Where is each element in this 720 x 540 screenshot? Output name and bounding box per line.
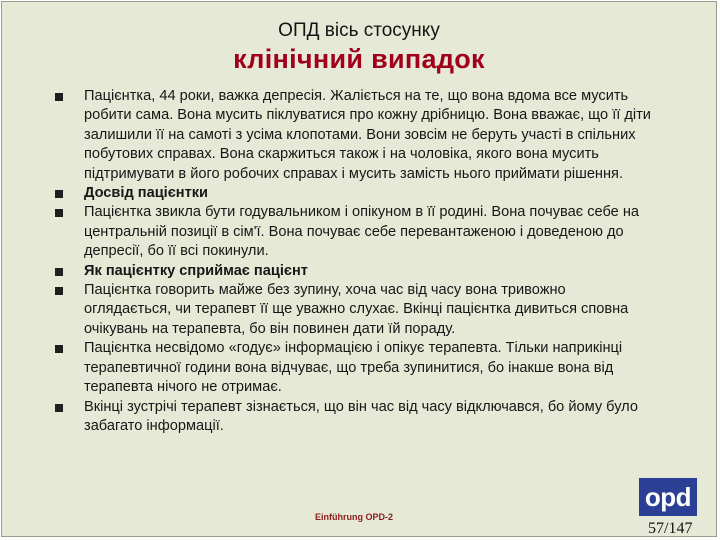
square-bullet-icon bbox=[55, 404, 63, 412]
bullet-text: Пацієнтка говорить майже без зупину, хоча час від часу вона тривожно оглядається, чи терапевт її ще уважно слухає. Вкінці пацієнтка дивиться сповна очікувань на терапевта, бо він повинен дати їй пораду. bbox=[84, 282, 629, 337]
bullet-text: Вкінці зустрічі терапевт зізнається, що він час від часу відключався, бо йому було забагато інформації. bbox=[84, 398, 638, 434]
footer-label: Einführung OPD-2 bbox=[315, 512, 393, 522]
square-bullet-icon bbox=[55, 209, 63, 217]
bullet-item bbox=[54, 281, 654, 339]
square-bullet-icon bbox=[55, 345, 63, 353]
square-bullet-icon bbox=[55, 93, 63, 101]
bullet-list bbox=[54, 87, 654, 436]
bullet-text: Як пацієнтку сприймає пацієнт bbox=[84, 262, 308, 279]
bullet-text: Пацієнтка несвідомо «годує» інформацією і опікує терапевта. Тільки наприкінці терапевтичної години вона відчуває, що треба зупинитися, бо інакше вона від терапевта нічого не отримає. bbox=[84, 340, 623, 396]
opd-logo: opd bbox=[639, 478, 697, 516]
bullet-item-heading bbox=[54, 262, 654, 281]
bullet-text: Пацієнтка, 44 роки, важка депресія. Жаліється на те, що вона вдома все мусить робити сама. Вона мусить піклуватися про кожну дрібницю. Вона вважає, що її діти залишили її на самоті з усіма клопотами. Вони зовсім не беруть участі в спільних побутових справах. Вона скаржиться також і на чоловіка, якого вона мусить підтримувати в його робочих справах і мусить замість нього приймати рішення. bbox=[84, 88, 651, 182]
bullet-item bbox=[54, 203, 654, 261]
bullet-text: Пацієнтка звикла бути годувальником і опікуном в її родині. Вона почуває себе на центральній позиції в сім'ї. Вона почуває себе перевантаженою і доведеною до депресії, бо її всі покинули. bbox=[84, 204, 640, 260]
square-bullet-icon bbox=[55, 287, 63, 295]
bullet-item bbox=[54, 398, 654, 437]
square-bullet-icon bbox=[55, 190, 63, 198]
slide bbox=[1, 1, 717, 537]
page-number: 57/147 bbox=[648, 520, 693, 537]
bullet-text: Досвід пацієнтки bbox=[84, 185, 209, 202]
square-bullet-icon bbox=[55, 268, 63, 276]
bullet-item bbox=[54, 339, 654, 397]
slide-subtitle: ОПД вісь стосунку bbox=[278, 20, 440, 41]
bullet-item-heading bbox=[54, 184, 654, 203]
slide-title: клінічний випадок bbox=[233, 44, 485, 74]
bullet-item bbox=[54, 87, 654, 184]
